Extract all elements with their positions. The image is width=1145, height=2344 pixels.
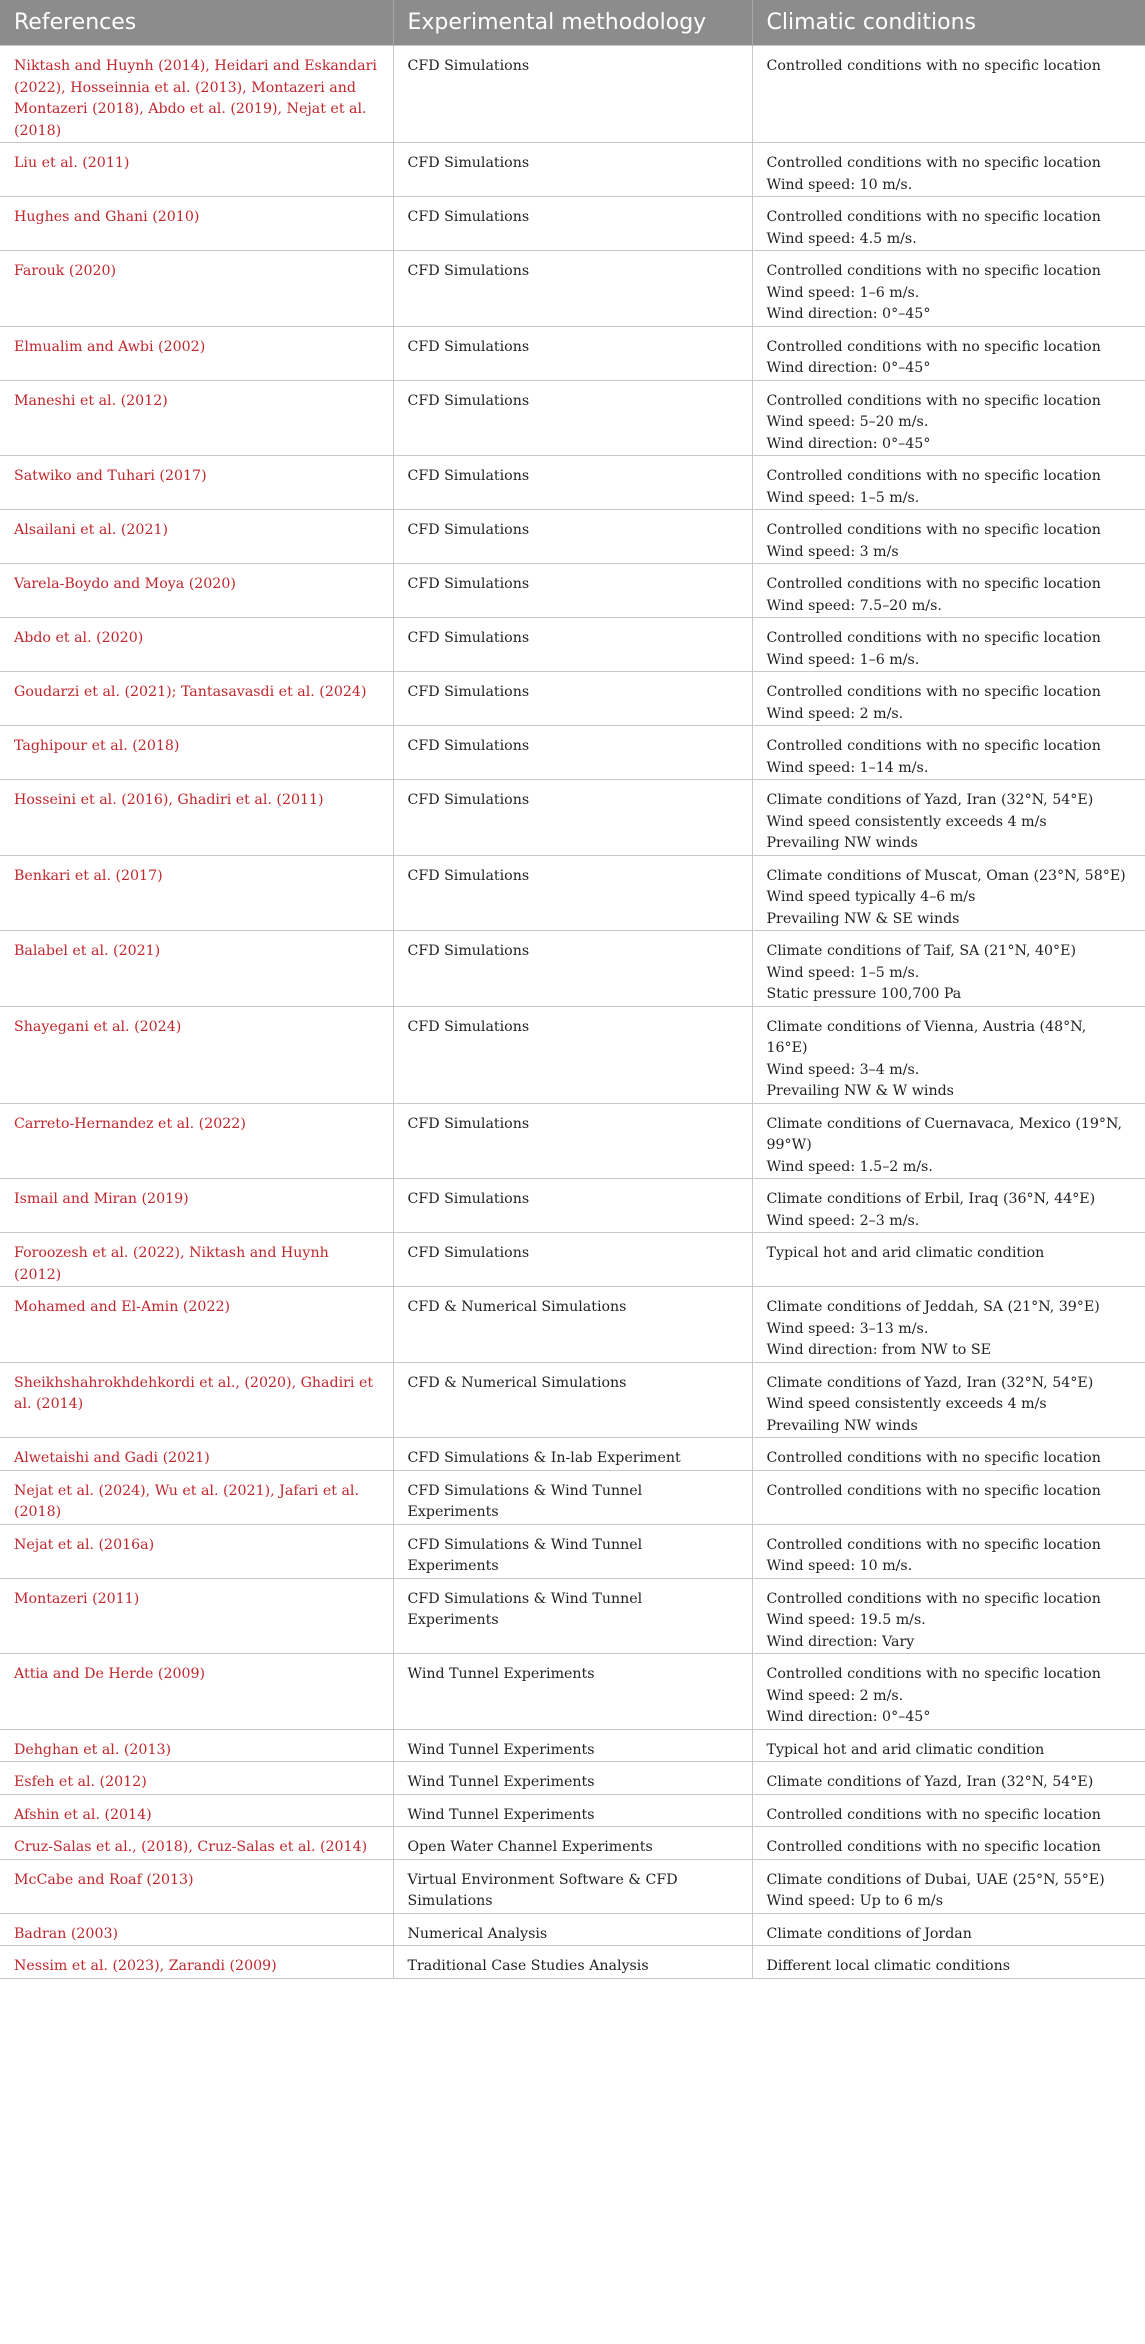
climatic-condition-line: Wind speed: 5–20 m/s.	[766, 414, 929, 430]
methodology-cell: CFD Simulations	[393, 326, 752, 380]
reference-cell[interactable]: Balabel et al. (2021)	[0, 931, 393, 1007]
table-row	[0, 46, 1145, 143]
climatic-condition-line: Wind speed: 3 m/s	[766, 543, 899, 560]
climatic-condition-line: Climate conditions of Vienna, Austria (48°N, 16°E)	[766, 1018, 1091, 1056]
table-row	[0, 1946, 1145, 1979]
climatic-condition-line: Controlled conditions with no specific location	[766, 1482, 1101, 1499]
climatic-conditions-cell	[752, 1654, 1145, 1730]
table-row	[0, 931, 1145, 1007]
table-row	[0, 1859, 1145, 1913]
methodology-cell: Open Water Channel Experiments	[393, 1827, 752, 1860]
climatic-condition-line: Controlled conditions with no specific location	[766, 155, 1101, 171]
table-row	[0, 1827, 1145, 1860]
climatic-condition-line: Controlled conditions with no specific location	[766, 338, 1101, 355]
climatic-conditions-cell	[752, 1103, 1145, 1179]
climatic-condition-line: Wind speed consistently exceeds 4 m/s	[766, 813, 1047, 830]
header-references: References	[0, 0, 393, 46]
methodology-cell: CFD Simulations	[393, 780, 752, 856]
reference-cell[interactable]: Liu et al. (2011)	[0, 143, 393, 197]
climatic-conditions-cell	[752, 1362, 1145, 1438]
climatic-condition-line: Wind direction: 0°–45°	[766, 360, 931, 376]
table-row	[0, 855, 1145, 931]
reference-cell[interactable]: Foroozesh et al. (2022), Niktash and Huynh (2012)	[0, 1233, 393, 1287]
climatic-conditions-cell	[752, 1729, 1145, 1762]
climatic-conditions-cell	[752, 931, 1145, 1007]
climatic-condition-line: Controlled conditions with no specific location	[766, 1450, 1101, 1466]
climatic-condition-line: Climate conditions of Yazd, Iran (32°N, 54°E)	[766, 792, 1094, 808]
methodology-cell: CFD Simulations	[393, 1179, 752, 1233]
climatic-conditions-cell	[752, 143, 1145, 197]
climatic-conditions-cell	[752, 618, 1145, 672]
climatic-condition-line: Wind speed consistently exceeds 4 m/s	[766, 1396, 1047, 1412]
methodology-cell: CFD Simulations	[393, 672, 752, 726]
climatic-conditions-cell	[752, 197, 1145, 251]
climatic-conditions-cell	[752, 456, 1145, 510]
climatic-condition-line: Controlled conditions with no specific location	[766, 576, 1101, 592]
methodology-cell: Wind Tunnel Experiments	[393, 1794, 752, 1827]
climatic-condition-line: Different local climatic conditions	[766, 1958, 1011, 1974]
reference-cell[interactable]: Hosseini et al. (2016), Ghadiri et al. (2011)	[0, 780, 393, 856]
climatic-condition-line: Wind speed: 10 m/s.	[766, 1558, 913, 1574]
methodology-cell: CFD Simulations	[393, 931, 752, 1007]
climatic-condition-line: Controlled conditions with no specific location	[766, 1590, 1101, 1607]
reference-cell[interactable]: Cruz-Salas et al., (2018), Cruz-Salas et al. (2014)	[0, 1827, 393, 1860]
climatic-condition-line: Controlled conditions with no specific location	[766, 684, 1101, 700]
reference-cell[interactable]: Nejat et al. (2024), Wu et al. (2021), Jafari et al. (2018)	[0, 1470, 393, 1524]
reference-cell[interactable]: Niktash and Huynh (2014), Heidari and Eskandari (2022), Hosseinnia et al. (2013), Montazeri and Montazeri (2018), Abdo et al. (2019), Nejat et al. (2018)	[0, 46, 393, 143]
reference-cell[interactable]: McCabe and Roaf (2013)	[0, 1859, 393, 1913]
climatic-condition-line: Typical hot and arid climatic condition	[766, 1245, 1045, 1261]
methodology-cell: Virtual Environment Software & CFD Simulations	[393, 1859, 752, 1913]
climatic-condition-line: Controlled conditions with no specific location	[766, 58, 1101, 74]
reference-cell[interactable]: Nejat et al. (2016a)	[0, 1524, 393, 1578]
climatic-condition-line: Wind speed: 3–4 m/s.	[766, 1061, 920, 1078]
climatic-conditions-cell	[752, 510, 1145, 564]
climatic-conditions-cell	[752, 1859, 1145, 1913]
table-row	[0, 1287, 1145, 1363]
table-row	[0, 564, 1145, 618]
reference-cell[interactable]: Montazeri (2011)	[0, 1578, 393, 1654]
climatic-condition-line: Controlled conditions with no specific location	[766, 522, 1101, 538]
climatic-condition-line: Wind direction: 0°–45°	[766, 306, 931, 322]
reference-cell[interactable]: Benkari et al. (2017)	[0, 855, 393, 931]
climatic-condition-line: Wind speed: 1–6 m/s.	[766, 284, 920, 301]
climatic-condition-line: Controlled conditions with no specific location	[766, 1806, 1101, 1823]
climatic-condition-line: Wind speed: 3–13 m/s.	[766, 1320, 929, 1337]
reference-cell[interactable]: Shayegani et al. (2024)	[0, 1006, 393, 1103]
table-row	[0, 510, 1145, 564]
methodology-cell: Traditional Case Studies Analysis	[393, 1946, 752, 1979]
table-row	[0, 1438, 1145, 1471]
methodology-cell: CFD & Numerical Simulations	[393, 1362, 752, 1438]
table-row	[0, 380, 1145, 456]
climatic-conditions-cell	[752, 1762, 1145, 1795]
climatic-condition-line: Climate conditions of Cuernavaca, Mexico (19°N, 99°W)	[766, 1115, 1127, 1153]
methodology-cell: CFD Simulations	[393, 143, 752, 197]
climatic-condition-line: Controlled conditions with no specific location	[766, 392, 1101, 409]
reference-cell[interactable]: Satwiko and Tuhari (2017)	[0, 456, 393, 510]
methodology-cell: CFD Simulations	[393, 456, 752, 510]
table-row	[0, 1470, 1145, 1524]
table-row	[0, 1578, 1145, 1654]
climatic-conditions-cell	[752, 780, 1145, 856]
climatic-condition-line: Prevailing NW & SE winds	[766, 910, 960, 927]
table-row	[0, 1524, 1145, 1578]
reference-cell[interactable]: Taghipour et al. (2018)	[0, 726, 393, 780]
climatic-condition-line: Wind speed: 1.5–2 m/s.	[766, 1158, 933, 1175]
climatic-conditions-cell	[752, 672, 1145, 726]
climatic-condition-line: Climate conditions of Dubai, UAE (25°N, 55°E)	[766, 1871, 1105, 1888]
climatic-condition-line: Climate conditions of Yazd, Iran (32°N, 54°E)	[766, 1374, 1094, 1391]
reference-cell[interactable]: Mohamed and El-Amin (2022)	[0, 1287, 393, 1363]
methodology-cell: CFD Simulations	[393, 380, 752, 456]
climatic-condition-line: Wind speed: 1–14 m/s.	[766, 759, 929, 776]
table-row	[0, 456, 1145, 510]
reference-cell[interactable]: Elmualim and Awbi (2002)	[0, 326, 393, 380]
climatic-condition-line: Climate conditions of Erbil, Iraq (36°N, 44°E)	[766, 1191, 1096, 1207]
methodology-cell: CFD Simulations & Wind Tunnel Experiments	[393, 1470, 752, 1524]
climatic-condition-line: Controlled conditions with no specific location	[766, 468, 1101, 484]
climatic-condition-line: Wind speed: 2 m/s.	[766, 705, 904, 722]
table-row	[0, 780, 1145, 856]
reference-cell[interactable]: Farouk (2020)	[0, 251, 393, 327]
reference-cell[interactable]: Hughes and Ghani (2010)	[0, 197, 393, 251]
climatic-condition-line: Wind speed: 1–6 m/s.	[766, 651, 920, 668]
climatic-condition-line: Climate conditions of Jordan	[766, 1925, 972, 1942]
climatic-condition-line: Wind speed: 2 m/s.	[766, 1687, 904, 1704]
climatic-condition-line: Wind direction: 0°–45°	[766, 1709, 931, 1725]
methodology-cell: CFD Simulations	[393, 1103, 752, 1179]
climatic-conditions-cell	[752, 1827, 1145, 1860]
header-climatic-conditions: Climatic conditions	[752, 0, 1145, 46]
table-row	[0, 618, 1145, 672]
table-row	[0, 672, 1145, 726]
climatic-condition-line: Climate conditions of Yazd, Iran (32°N, 54°E)	[766, 1774, 1094, 1790]
climatic-conditions-cell	[752, 564, 1145, 618]
table-header	[0, 0, 1145, 46]
reference-cell[interactable]: Sheikhshahrokhdehkordi et al., (2020), Ghadiri et al. (2014)	[0, 1362, 393, 1438]
methodology-cell: CFD Simulations	[393, 197, 752, 251]
climatic-condition-line: Climate conditions of Taif, SA (21°N, 40°E)	[766, 943, 1077, 959]
reference-cell[interactable]: Afshin et al. (2014)	[0, 1794, 393, 1827]
header-row	[0, 0, 1145, 46]
methodology-cell: CFD Simulations	[393, 564, 752, 618]
table-row	[0, 1103, 1145, 1179]
table-row	[0, 1233, 1145, 1287]
methodology-cell: CFD Simulations & In-lab Experiment	[393, 1438, 752, 1471]
table-row	[0, 197, 1145, 251]
methodology-cell: Numerical Analysis	[393, 1913, 752, 1946]
climatic-condition-line: Controlled conditions with no specific location	[766, 738, 1101, 754]
methodology-cell: Wind Tunnel Experiments	[393, 1762, 752, 1795]
header-experimental-methodology: Experimental methodology	[393, 0, 752, 46]
methodology-cell: CFD Simulations	[393, 1006, 752, 1103]
climatic-condition-line: Wind speed: 10 m/s.	[766, 176, 913, 193]
table-row	[0, 1729, 1145, 1762]
climatic-conditions-cell	[752, 855, 1145, 931]
climatic-conditions-cell	[752, 380, 1145, 456]
table-row	[0, 326, 1145, 380]
reference-cell[interactable]: Carreto-Hernandez et al. (2022)	[0, 1103, 393, 1179]
table-row	[0, 1654, 1145, 1730]
table-row	[0, 143, 1145, 197]
climatic-condition-line: Controlled conditions with no specific location	[766, 1666, 1101, 1682]
table-row	[0, 1006, 1145, 1103]
climatic-conditions-cell	[752, 1913, 1145, 1946]
methodology-cell: CFD Simulations	[393, 726, 752, 780]
methodology-cell: CFD Simulations	[393, 618, 752, 672]
climatic-condition-line: Wind speed: 1–5 m/s.	[766, 489, 920, 506]
methodology-cell: CFD Simulations & Wind Tunnel Experiments	[393, 1524, 752, 1578]
table-row	[0, 726, 1145, 780]
methodology-cell: Wind Tunnel Experiments	[393, 1654, 752, 1730]
climatic-conditions-cell	[752, 1438, 1145, 1471]
methodology-cell: CFD Simulations	[393, 510, 752, 564]
climatic-condition-line: Wind speed: 2–3 m/s.	[766, 1212, 920, 1229]
table-row	[0, 1762, 1145, 1795]
reference-cell[interactable]: Varela-Boydo and Moya (2020)	[0, 564, 393, 618]
climatic-conditions-cell	[752, 726, 1145, 780]
table-row	[0, 1362, 1145, 1438]
climatic-condition-line: Wind direction: 0°–45°	[766, 435, 931, 452]
climatic-conditions-cell	[752, 1578, 1145, 1654]
climatic-condition-line: Climate conditions of Jeddah, SA (21°N, 39°E)	[766, 1299, 1100, 1315]
reference-cell[interactable]: Abdo et al. (2020)	[0, 618, 393, 672]
climatic-condition-line: Climate conditions of Muscat, Oman (23°N, 58°E)	[766, 867, 1126, 884]
reference-cell[interactable]: Alwetaishi and Gadi (2021)	[0, 1438, 393, 1471]
climatic-conditions-cell	[752, 1470, 1145, 1524]
reference-cell[interactable]: Ismail and Miran (2019)	[0, 1179, 393, 1233]
methodology-cell: CFD Simulations	[393, 855, 752, 931]
methodology-cell: CFD Simulations & Wind Tunnel Experiments	[393, 1578, 752, 1654]
reference-cell[interactable]: Badran (2003)	[0, 1913, 393, 1946]
climatic-condition-line: Controlled conditions with no specific location	[766, 630, 1101, 646]
climatic-condition-line: Wind speed: 19.5 m/s.	[766, 1612, 926, 1628]
climatic-condition-line: Controlled conditions with no specific location	[766, 1839, 1101, 1855]
table-row	[0, 1794, 1145, 1827]
reference-cell[interactable]: Maneshi et al. (2012)	[0, 380, 393, 456]
methodology-cell: CFD Simulations	[393, 1233, 752, 1287]
methodology-cell: Wind Tunnel Experiments	[393, 1729, 752, 1762]
climatic-condition-line: Static pressure 100,700 Pa	[766, 986, 962, 1002]
climatic-condition-line: Prevailing NW winds	[766, 835, 918, 851]
climatic-condition-line: Wind speed: 7.5–20 m/s.	[766, 597, 942, 614]
climatic-condition-line: Wind speed typically 4–6 m/s	[766, 889, 976, 905]
climatic-condition-line: Wind speed: 1–5 m/s.	[766, 964, 920, 981]
reference-cell[interactable]: Esfeh et al. (2012)	[0, 1762, 393, 1795]
methodology-cell: CFD Simulations	[393, 46, 752, 143]
climatic-conditions-cell	[752, 1794, 1145, 1827]
climatic-condition-line: Prevailing NW & W winds	[766, 1083, 954, 1099]
climatic-conditions-cell	[752, 46, 1145, 143]
climatic-condition-line: Controlled conditions with no specific location	[766, 209, 1101, 225]
climatic-conditions-cell	[752, 1179, 1145, 1233]
climatic-condition-line: Wind direction: Vary	[766, 1633, 915, 1650]
climatic-conditions-cell	[752, 1946, 1145, 1979]
methodology-cell: CFD & Numerical Simulations	[393, 1287, 752, 1363]
climatic-conditions-cell	[752, 326, 1145, 380]
climatic-condition-line: Typical hot and arid climatic condition	[766, 1741, 1045, 1758]
reference-cell[interactable]: Alsailani et al. (2021)	[0, 510, 393, 564]
methodology-cell: CFD Simulations	[393, 251, 752, 327]
climatic-conditions-cell	[752, 251, 1145, 327]
climatic-condition-line: Controlled conditions with no specific location	[766, 1536, 1101, 1553]
climatic-condition-line: Wind direction: from NW to SE	[766, 1342, 991, 1358]
climatic-condition-line: Wind speed: 4.5 m/s.	[766, 230, 917, 247]
reference-cell[interactable]: Nessim et al. (2023), Zarandi (2009)	[0, 1946, 393, 1979]
climatic-condition-line: Wind speed: Up to 6 m/s	[766, 1893, 943, 1909]
table-row	[0, 1179, 1145, 1233]
reference-cell[interactable]: Dehghan et al. (2013)	[0, 1729, 393, 1762]
climatic-conditions-cell	[752, 1287, 1145, 1363]
table-row	[0, 251, 1145, 327]
table-body	[0, 46, 1145, 1979]
climatic-conditions-cell	[752, 1524, 1145, 1578]
reference-cell[interactable]: Goudarzi et al. (2021); Tantasavasdi et al. (2024)	[0, 672, 393, 726]
climatic-conditions-cell	[752, 1233, 1145, 1287]
climatic-condition-line: Prevailing NW winds	[766, 1417, 918, 1434]
climatic-conditions-cell	[752, 1006, 1145, 1103]
reference-cell[interactable]: Attia and De Herde (2009)	[0, 1654, 393, 1730]
table-row	[0, 1913, 1145, 1946]
climatic-condition-line: Controlled conditions with no specific location	[766, 263, 1101, 279]
